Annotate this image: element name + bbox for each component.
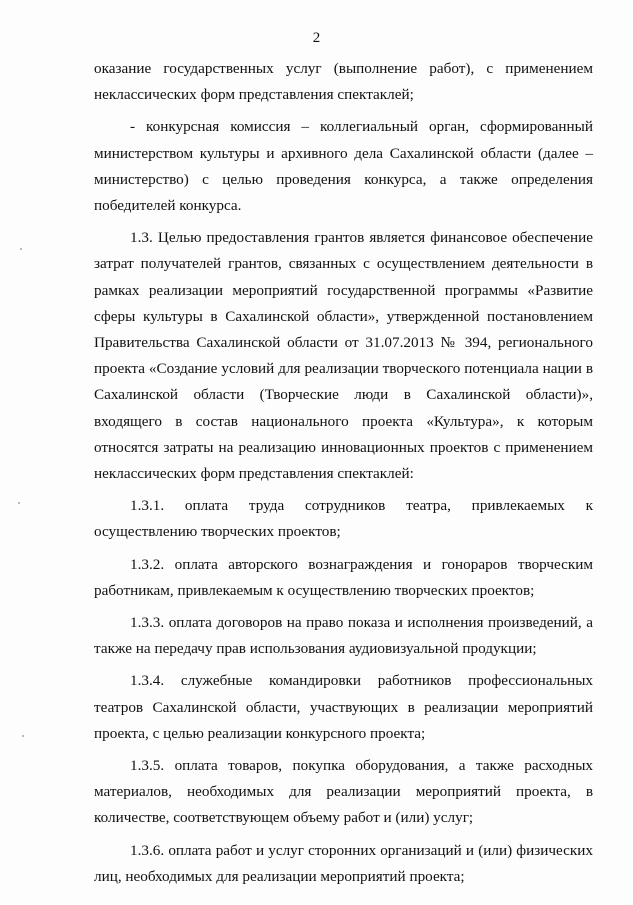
scan-speck	[20, 248, 22, 250]
page-number: 2	[312, 30, 321, 46]
paragraph-definition-commission: - конкурсная комиссия – коллегиальный орган, сформированный министерством культуры и архивного дела Сахалинской области (далее – министерство) с целью проведения конкурса, а также определения победителей конкурса.	[94, 118, 593, 215]
paragraph-1-3: 1.3. Целью предоставления грантов является финансовое обеспечение затрат получателей грантов, связанных с осуществлением деятельности в рамках реализации мероприятий государственной программы «Развитие сферы культуры в Сахалинской области», утвержденной постановлением Правительства Сахалинской области от 31.07.2013 № 394, регионального проекта «Создание условий для реализации творческого потенциала нации в Сахалинской области (Творческие люди в Сахалинской области)», входящего в состав национального проекта «Культура», к которым относятся затраты на реализацию инновационных проектов с применением неклассических форм представления спектаклей:	[94, 229, 593, 483]
paragraph-1-3-2: 1.3.2. оплата авторского вознаграждения и гонораров творческим работникам, привлекаемым к осуществлению творческих проектов;	[94, 555, 593, 599]
paragraph-1-3-1: 1.3.1. оплата труда сотрудников театра, привлекаемых к осуществлению творческих проектов;	[94, 497, 593, 541]
paragraph-1-3-3: 1.3.3. оплата договоров на право показа и исполнения произведений, а также на передачу прав использования аудиовизуальной продукции;	[94, 614, 593, 658]
scan-speck	[22, 735, 24, 737]
scan-speck	[18, 502, 20, 504]
paragraph-1-3-4: 1.3.4. служебные командировки работников профессиональных театров Сахалинской области, участвующих в реализации мероприятий проекта, с целью реализации конкурсного проекта;	[94, 672, 593, 742]
document-body	[94, 56, 593, 890]
paragraph-continuation: оказание государственных услуг (выполнение работ), с применением неклассических форм представления спектаклей;	[94, 60, 593, 104]
paragraph-1-3-6: 1.3.6. оплата работ и услуг сторонних организаций и (или) физических лиц, необходимых для реализации мероприятий проекта;	[94, 841, 593, 885]
paragraph-1-3-5: 1.3.5. оплата товаров, покупка оборудования, а также расходных материалов, необходимых для реализации мероприятий проекта, в количестве, соответствующем объему работ и (или) услуг;	[94, 757, 593, 827]
